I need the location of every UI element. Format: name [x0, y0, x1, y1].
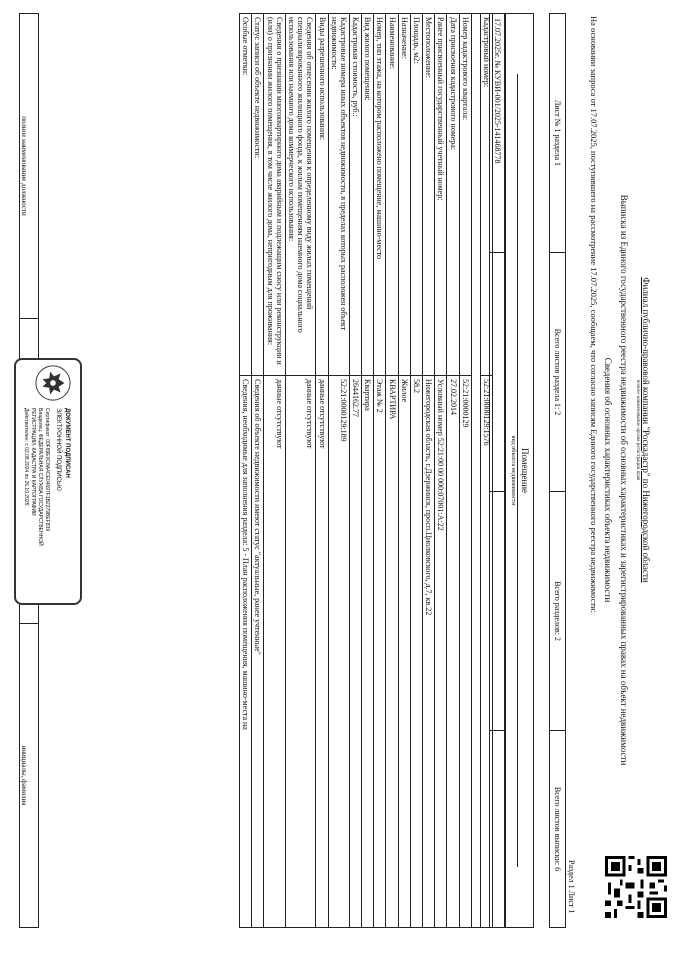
- table-row: [264, 14, 285, 928]
- stamp-certificate: Сертификат: 00F89E0C8A4CE04697F1B2279BEF839: [44, 408, 50, 532]
- row-label: Особые отметки:: [240, 14, 252, 376]
- name-caption: инициалы, фамилия: [20, 624, 39, 928]
- organization-caption: полное наименование органа регистрации прав: [635, 379, 640, 481]
- row-value: данные отсутствуют: [264, 376, 285, 928]
- total-sections: Всего разделов: 2: [550, 492, 566, 731]
- stamp-title: ДОКУМЕНТ ПОДПИСАН: [64, 408, 70, 478]
- row-value: Жилое: [398, 376, 410, 928]
- row-value: Этаж № 2: [374, 376, 386, 928]
- sheet-label: Лист № 1 раздела 1: [550, 14, 566, 253]
- stamp-owner: Владелец: ФЕДЕРАЛЬНАЯ СЛУЖБА ГОСУДАРСТВЕННОЙ: [37, 408, 43, 546]
- row-label: Кадастровые номера иных объектов недвижимости, в пределах которых расположен объект недвижимости:: [328, 14, 349, 376]
- row-label: Статус записи об объекте недвижимости:: [252, 14, 264, 376]
- stamp-owner-cont: РЕГИСТРАЦИИ, КАДАСТРА И КАРТОГРАФИИ: [30, 408, 36, 516]
- row-label: Номер, тип этажа, на котором расположено помещение, машино-место: [374, 14, 386, 376]
- stamp-validity: Действителен: с 02.08.2024 по 26.10.2025: [23, 408, 29, 506]
- organization-name: Филиал публично-правовой компании "Роскадастр" по Нижегородской области: [641, 277, 651, 583]
- document-title: Выписка из Единого государственного реестра недвижимости об основных характеристиках и зарегистрированных правах на объект недвижимости: [619, 194, 629, 766]
- row-value: 58.2: [410, 376, 422, 928]
- row-value: Сведения, необходимые для заполнения раздела: 5 - План расположения помещения, машино-места на: [240, 376, 252, 928]
- row-value: Квартира: [362, 376, 374, 928]
- cadastral-number-value: 52:21:0000129:1576: [480, 376, 492, 928]
- total-sheets-extract: Всего листов выписки: 6: [550, 731, 566, 928]
- table-row: [435, 14, 447, 928]
- row-label: Назначение:: [398, 14, 410, 376]
- row-label: Номер кадастрового квартала:: [459, 14, 471, 376]
- row-label: Ранее присвоенный государственный учетный номер:: [435, 14, 447, 376]
- row-value: 27.02.2014: [447, 376, 459, 928]
- table-row: [240, 14, 252, 928]
- table-row: [386, 14, 398, 928]
- table-row: [447, 14, 459, 928]
- row-label: Вид жилого помещения:: [362, 14, 374, 376]
- table-row: [423, 14, 435, 928]
- table-row: [316, 14, 328, 928]
- table-row: [252, 14, 264, 928]
- stamp-subtitle: ЭЛЕКТРОННОЙ ПОДПИСЬЮ: [55, 408, 61, 491]
- object-type: Помещение: [520, 447, 530, 494]
- total-sheets-section: Всего листов раздела 1: 2: [550, 253, 566, 492]
- table-row: [362, 14, 374, 928]
- row-label: Сведения об отнесении жилого помещения к определенному виду жилых помещений специализированного жилищного фонда, к жилым помещениям наемного дома социального использования или наемного дома коммерческого использования:: [285, 14, 316, 376]
- sheet-info-table: [549, 13, 566, 928]
- characteristics-table: [239, 13, 493, 928]
- row-value: 52:21:0000129:189: [328, 376, 349, 928]
- row-value: 52:21:0000129: [459, 376, 471, 928]
- request-basis-text: На основании запроса от 17.07.2025, поступившего на рассмотрение 17.07.2025, сообщаем, что согласно записям Единого государственного реестра недвижимости:: [589, 16, 599, 613]
- row-label: Сведения о признании многоквартирного дома аварийным и подлежащим сносу или реконструкции и (или) о признании жилого помещения, в том числе жилого дома, непригодным для проживания:: [264, 14, 285, 376]
- table-row: [459, 14, 471, 928]
- position-caption: полное наименование должности: [20, 14, 39, 319]
- document-subtitle: Сведения об основных характеристиках объекта недвижимости: [603, 357, 613, 603]
- row-value: данные отсутствуют: [316, 376, 328, 928]
- table-row: [285, 14, 316, 928]
- row-label: Дата присвоения кадастрового номера:: [447, 14, 459, 376]
- table-row: [328, 14, 349, 928]
- object-type-cell: [504, 13, 534, 928]
- table-row: [349, 14, 361, 928]
- row-label: Кадастровая стоимость, руб.:: [349, 14, 361, 376]
- object-type-caption: вид объекта недвижимости: [510, 435, 516, 506]
- row-label: Виды разрешенного использования:: [316, 14, 328, 376]
- row-value: Условный номер 52:21:00 00 000:07001:А:22: [435, 376, 447, 928]
- row-value: Нижегородская область, г.Дзержинск, просп.Циолковского, д.7, кв.22: [423, 376, 435, 928]
- row-label: Наименование:: [386, 14, 398, 376]
- cadastral-number-label: Кадастровый номер:: [480, 14, 492, 376]
- coat-of-arms-icon: [34, 364, 72, 402]
- table-row: [410, 14, 422, 928]
- extract-number: 17.07.2025г. № КУВИ-001/2025-141468778: [490, 14, 506, 253]
- qr-code-icon: [605, 856, 667, 918]
- row-label: Площадь, м2:: [410, 14, 422, 376]
- row-value: КВАРТИРА: [386, 376, 398, 928]
- section-label: Раздел 1 Лист 1: [567, 860, 576, 914]
- row-value: 2644162.77: [349, 376, 361, 928]
- table-row: [374, 14, 386, 928]
- object-type-underline: [517, 74, 518, 867]
- electronic-signature-stamp: [14, 358, 82, 605]
- row-value: данные отсутствуют: [285, 376, 316, 928]
- row-value: Сведения об объекте недвижимости имеют статус "актуальные, ранее учтенные": [252, 376, 264, 928]
- table-row: [398, 14, 410, 928]
- row-label: Местоположение:: [423, 14, 435, 376]
